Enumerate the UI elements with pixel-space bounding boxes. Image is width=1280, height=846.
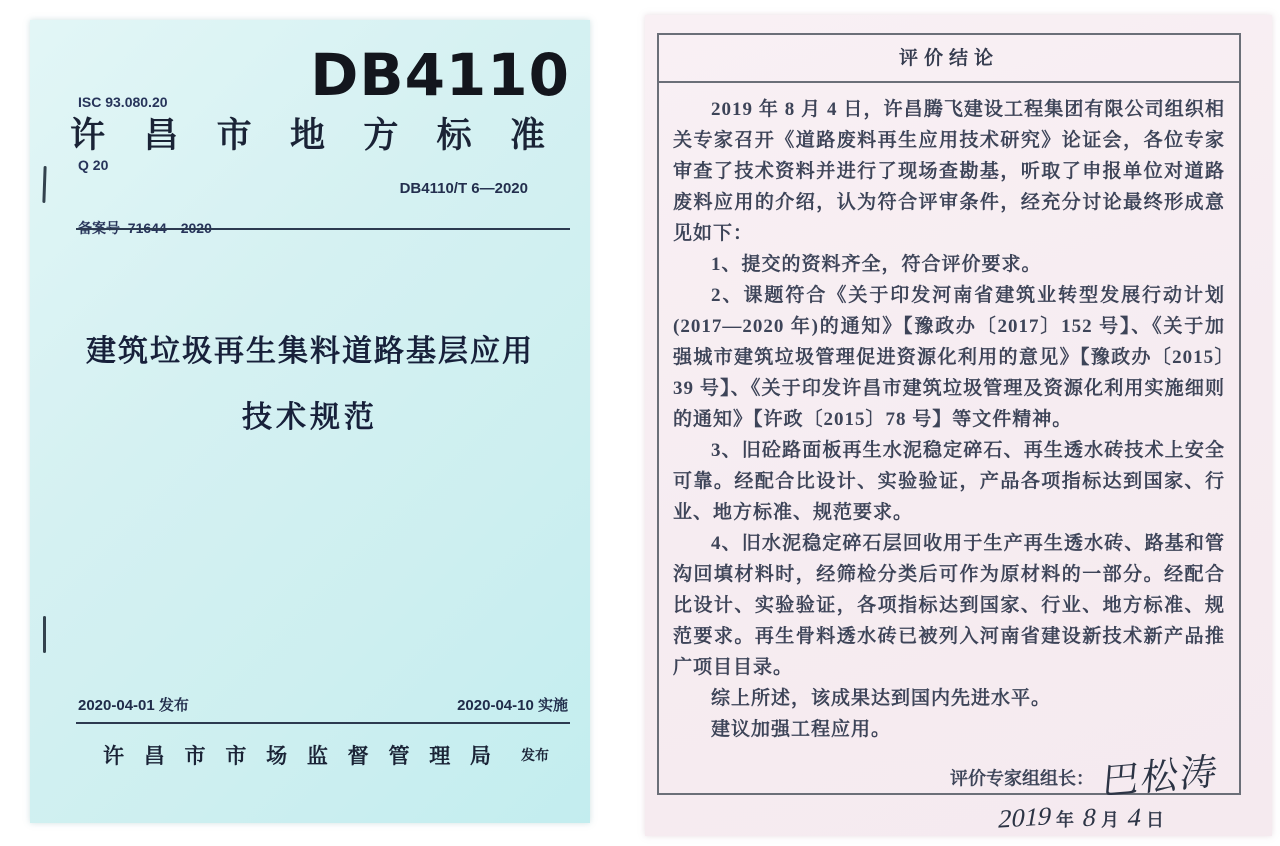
standard-cover-page (30, 20, 590, 823)
eval-paragraph: 2019 年 8 月 4 日，许昌腾飞建设工程集团有限公司组织相关专家召开《道路废料再生应用技术研究》论证会，各位专家审查了技术资料并进行了现场查勘基，听取了申报单位对道路废料应用的介绍，认为符合评审条件，经充分讨论最终形成意见如下： (673, 99, 1225, 244)
publisher-suffix: 发布 (521, 749, 549, 764)
ics-code: ISC 93.080.20 (78, 94, 168, 110)
eval-paragraph: 4、旧水泥稳定碎石层回收用于生产再生透水砖、路基和管沟回填材料时，经筛检分类后可作为原材料的一部分。经配合比设计、实验验证，各项指标达到国家、行业、地方标准、规范要求。再生骨料透水砖已被列入河南省建设新技术新产品推广项目目录。 (673, 533, 1225, 678)
cover-heading: 许昌市地方标准 (70, 116, 545, 155)
binding-mark-top (42, 166, 46, 203)
evaluation-header: 评价结论 (659, 35, 1239, 83)
cover-bottom-block (76, 694, 570, 770)
evaluation-body (659, 83, 1239, 833)
eval-paragraph: 2、课题符合《关于印发河南省建筑业转型发展行动计划(2017—2020 年)的通知》【豫政办〔2017〕152 号】、《关于加强城市建筑垃圾管理促进资源化利用的意见》【豫政办〔2015〕39 号】、《关于印发许昌市建筑垃圾管理及资源化利用实施细则的通知》【许政〔2015〕78 号】等文件精神。 (673, 285, 1225, 430)
standard-family-code: DB4110 (310, 41, 570, 109)
cover-title (60, 326, 560, 436)
signature-label: 评价专家组组长： (950, 768, 1094, 789)
evaluation-box (657, 33, 1241, 834)
evaluation-page (645, 15, 1272, 836)
date-day-unit: 日 (1146, 810, 1164, 830)
eval-paragraph: 综上所述，该成果达到国内先进水平。 (711, 688, 1052, 709)
eval-paragraph: 1、提交的资料齐全，符合评价要求。 (711, 254, 1042, 275)
date-year-unit: 年 (1056, 810, 1074, 830)
publisher-name: 许昌市市场监督管理局 (103, 744, 491, 768)
handwritten-signature: 巴松涛 (1100, 751, 1221, 804)
title-line-2: 技术规范 (242, 400, 378, 435)
date-year: 2019 (996, 801, 1055, 834)
dates-row (76, 694, 570, 715)
date-day: 4 (1125, 802, 1144, 833)
date-month: 8 (1080, 802, 1099, 833)
header-rule (76, 228, 570, 230)
cover-top-block (78, 41, 570, 281)
standard-number: DB4110/T 6—2020 (399, 180, 528, 197)
title-line-1: 建筑垃圾再生集料道路基层应用 (86, 334, 534, 369)
binding-mark-bottom (43, 616, 46, 653)
record-number: 备案号 71644—2020 (78, 220, 212, 236)
signature-row (673, 751, 1225, 804)
publisher-row (76, 740, 570, 770)
doc-class-code: Q 20 (78, 157, 109, 173)
implement-date: 2020-04-10 实施 (457, 697, 568, 714)
eval-paragraph: 3、旧砼路面板再生水泥稳定碎石、再生透水砖技术上安全可靠。经配合比设计、实验验证，产品各项指标达到国家、行业、地方标准、规范要求。 (673, 440, 1225, 523)
signature-date (673, 803, 1225, 833)
issue-date: 2020-04-01 发布 (78, 697, 189, 714)
eval-paragraph: 建议加强工程应用。 (711, 719, 892, 740)
cover-meta-codes (78, 50, 212, 281)
footer-rule (76, 722, 570, 724)
date-month-unit: 月 (1101, 810, 1119, 830)
